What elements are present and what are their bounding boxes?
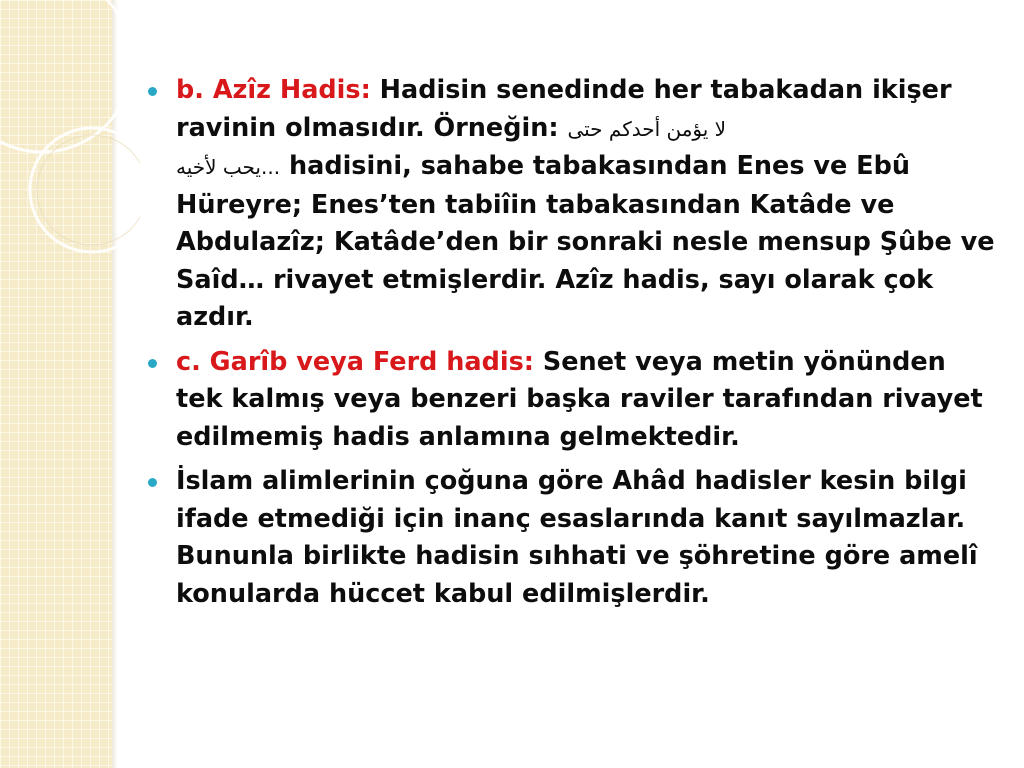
arabic-quote-part2: ...يحب لأخيه	[176, 155, 281, 179]
bullet-heading: b. Azîz Hadis:	[176, 75, 371, 105]
bullet-text: İslam alimlerinin çoğuna göre Ahâd hadisler kesin bilgi ifade etmediği için inanç esaslarında kanıt sayılmazlar. Bununla birlikte hadisin sıhhati ve şöhretine göre amelî konularda hüccet kabul edilmişlerdir.	[176, 466, 978, 609]
slide-content	[142, 72, 1000, 620]
bullet-dot-icon	[148, 359, 157, 368]
decorative-circle-large	[0, 0, 132, 152]
bullet-list	[142, 72, 1000, 613]
bullet-dot-icon	[148, 478, 157, 487]
bullet-item-ahad-hadis	[142, 463, 1000, 613]
arabic-quote-part1: لا يؤمن أحدكم حتى	[567, 116, 727, 141]
bullet-text: Senet veya metin yönünden tek kalmış veya benzeri başka raviler tarafından rivayet edilmemiş hadis anlamına gelmektedir.	[176, 346, 983, 452]
bullet-text-continued: hadisini, sahabe tabakasından Enes ve Ebû Hüreyre; Enes’ten tabiîin tabakasından Katâde ve Abdulazîz; Katâde’den bir sonraki nesle mensup Şûbe ve Saîd… rivayet etmişlerdir. Azîz hadis, sayı olarak çok azdır.	[176, 151, 995, 332]
bullet-text: Hadisin senedinde her tabakadan ikişer ravinin olmasıdır. Örneğin:	[176, 75, 952, 143]
bullet-dot-icon	[148, 87, 157, 96]
bullet-item-aziz-hadis	[142, 72, 1000, 337]
bullet-heading: c. Garîb veya Ferd hadis:	[176, 346, 535, 377]
decorative-circle-inner	[37, 135, 140, 245]
decorative-circles	[0, 0, 140, 330]
bullet-item-garib-hadis	[142, 344, 1000, 457]
decorative-circle-small	[30, 128, 140, 252]
